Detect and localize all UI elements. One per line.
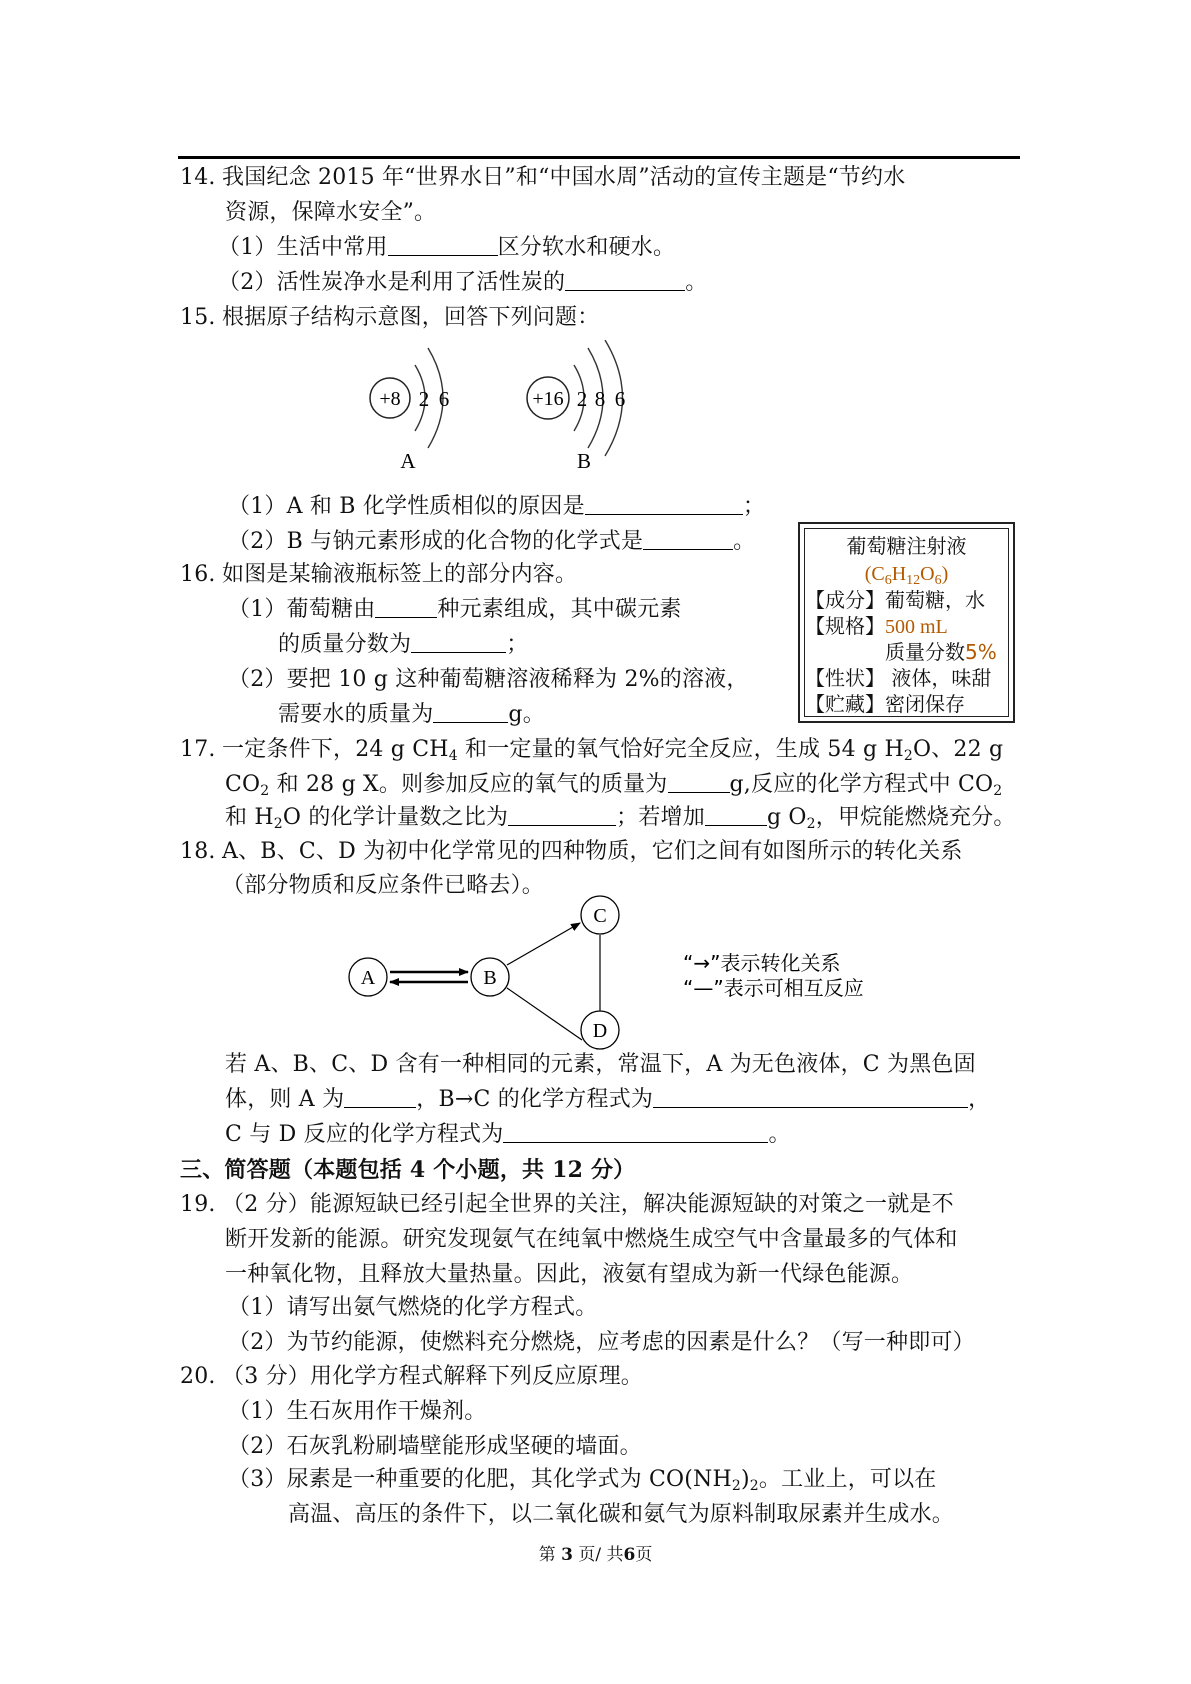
label-row-properties (805, 665, 991, 691)
q17-text: CO (225, 772, 261, 797)
q16-sub1 (228, 593, 682, 627)
subscript: 2 (903, 748, 913, 764)
label-value-percent: 5% (965, 640, 997, 664)
q19-line3: 一种氧化物，且释放大量热量。因此，液氨有望成为新一代绿色能源。 (225, 1262, 914, 1287)
label-inner-border (804, 528, 1009, 717)
q14-stem-line2: 资源，保障水安全”。 (225, 200, 437, 225)
q16-sub1-text: （1）葡萄糖由 (228, 597, 376, 622)
formula-part: ) (941, 563, 949, 585)
q20-sub2: （2）石灰乳粉刷墙壁能形成坚硬的墙面。 (228, 1434, 642, 1459)
node-b-label: B (483, 967, 497, 989)
q14-sub2-text: （2）活性炭净水是利用了活性炭的 (218, 270, 566, 295)
subscript: 2 (806, 816, 816, 832)
answer-blank[interactable] (565, 268, 685, 291)
q14-sub1-text-end: 区分软水和硬水。 (497, 235, 676, 260)
atom-a (370, 348, 449, 473)
atom-b-shell-1-electrons: 2 (576, 387, 588, 411)
formula-part: O (920, 563, 935, 585)
answer-blank[interactable] (705, 803, 767, 826)
formula-sub: 12 (906, 573, 921, 588)
q19-sub2: （2）为节约能源，使燃料充分燃烧，应考虑的因素是什么？（写一种即可） (228, 1330, 975, 1355)
q14-sub2 (218, 266, 707, 300)
atom-a-shell-2-electrons: 6 (438, 387, 450, 411)
atom-b-nucleus-charge: +16 (532, 388, 564, 410)
section-3-title: 三、简答题（本题包括 4 个小题，共 12 分） (180, 1157, 636, 1183)
label-title: 葡萄糖注射液 (846, 534, 967, 558)
label-key: 【规格】 (805, 614, 885, 638)
q17-line1 (222, 733, 1003, 767)
q16-sub1-text-mid: 种元素组成，其中碳元素 (437, 597, 682, 622)
atom-a-nucleus-charge: +8 (379, 388, 401, 410)
label-value: 密闭保存 (885, 692, 965, 716)
q19-number: 19. (180, 1192, 216, 1217)
subscript: 2 (731, 1478, 741, 1494)
q16-sub2-text-end: g。 (508, 702, 545, 727)
label-row-concentration (885, 639, 997, 665)
q19-sub1: （1）请写出氨气燃烧的化学方程式。 (228, 1295, 598, 1320)
footer-text: 第 (538, 1545, 562, 1565)
q18-line2: （部分物质和反应条件已略去）。 (222, 873, 545, 898)
answer-blank[interactable] (411, 630, 506, 653)
conversion-relationship-diagram (340, 880, 940, 1070)
q20-sub3-line2: 高温、高压的条件下，以二氧化碳和氨气为原料制取尿素并生成水。 (288, 1502, 955, 1527)
q17-text: ；若增加 (616, 805, 705, 830)
subscript: 2 (993, 783, 1003, 799)
formula-sub: 6 (934, 573, 942, 588)
q18-text: 。 (768, 1122, 791, 1147)
q17-text: g O (766, 805, 807, 830)
label-value: 质量分数 (885, 640, 965, 664)
q18-text: ，B→C 的化学方程式为 (416, 1087, 654, 1112)
page-footer (0, 1540, 1191, 1565)
q20-text: 。工业上，可以在 (758, 1467, 937, 1492)
formula-part: H (891, 563, 907, 585)
atom-structure-diagrams (360, 340, 660, 480)
subscript: 2 (273, 816, 283, 832)
answer-blank[interactable] (503, 1120, 768, 1143)
q20-sub1: （1）生石灰用作干燥剂。 (228, 1399, 487, 1424)
q16-sub2: （2）要把 10 g 这种葡萄糖溶液稀释为 2%的溶液， (228, 667, 749, 692)
q17-text: 和一定量的氧气恰好完全反应，生成 54 g H (457, 737, 904, 762)
q20-text: （3）尿素是一种重要的化肥，其化学式为 CO(NH (228, 1467, 732, 1492)
answer-blank[interactable] (508, 803, 616, 826)
label-value: 液体，味甜 (885, 666, 992, 690)
node-a-label: A (360, 967, 376, 989)
subscript: 2 (260, 783, 270, 799)
q18-text1: 若 A、B、C、D 含有一种相同的元素，常温下，A 为无色液体，C 为黑色固 (225, 1052, 976, 1077)
q15-number: 15. (180, 305, 216, 330)
q18-text: 体，则 A 为 (225, 1087, 345, 1112)
answer-blank[interactable] (375, 595, 437, 618)
label-key: 【贮藏】 (805, 692, 885, 716)
legend-line: “—”表示可相互反应 (683, 976, 864, 1000)
q18-number: 18. (180, 839, 216, 864)
q15-sub2-text-end: 。 (733, 529, 756, 554)
q17-text: 一定条件下，24 g CH (222, 737, 449, 762)
q15-sub2 (228, 525, 755, 559)
q19-line2: 断开发新的能源。研究发现氨气在纯氧中燃烧生成空气中含量最多的气体和 (225, 1227, 958, 1252)
header-rule (178, 156, 1020, 159)
footer-text: 页/ 共 (572, 1545, 624, 1565)
q15-stem: 根据原子结构示意图，回答下列问题： (222, 305, 600, 330)
answer-blank[interactable] (643, 527, 733, 550)
answer-blank[interactable] (653, 1085, 968, 1108)
label-row-spec (805, 613, 948, 640)
q18-text: ， (968, 1087, 991, 1112)
answer-blank[interactable] (668, 770, 730, 793)
q16-sub2-text: 需要水的质量为 (278, 702, 434, 727)
footer-text: 页 (635, 1545, 653, 1565)
subscript: 2 (749, 1478, 759, 1494)
label-key: 【成分】 (805, 588, 885, 612)
q14-sub2-text-end: 。 (685, 270, 708, 295)
q20-sub3 (228, 1463, 937, 1497)
q17-text: O、22 g (912, 737, 1004, 762)
q14-stem-line1: 我国纪念 2015 年“世界水日”和“中国水周”活动的宣传主题是“节约水 (222, 165, 906, 190)
label-row-ingredients (805, 587, 985, 613)
q16-sub2-line2 (278, 698, 545, 732)
q20-text: ) (741, 1467, 750, 1492)
q18-text2 (225, 1083, 990, 1117)
q16-sub1-text-end: ； (506, 632, 529, 657)
q18-text3 (225, 1118, 791, 1152)
q15-sub1 (228, 490, 765, 524)
total-page-count: 6 (623, 1545, 636, 1565)
q17-text: ，甲烷能燃烧充分。 (815, 805, 1016, 830)
q14-sub1-text: （1）生活中常用 (218, 235, 388, 260)
q15-sub1-text: （1）A 和 B 化学性质相似的原因是 (228, 494, 585, 519)
atom-b-shell-2-electrons: 8 (594, 387, 606, 411)
q17-text: 和 H (225, 805, 274, 830)
q17-text: 和 28 g X。则参加反应的氧气的质量为 (269, 772, 668, 797)
formula-sub: 6 (884, 573, 892, 588)
atom-a-shell-1-electrons: 2 (418, 387, 430, 411)
answer-blank[interactable] (388, 233, 498, 256)
formula-part: (C (864, 563, 885, 585)
label-formula (805, 561, 1008, 587)
arrow-b-to-c (507, 923, 580, 965)
glucose-infusion-label (798, 522, 1015, 723)
q16-number: 16. (180, 562, 216, 587)
label-key: 【性状】 (805, 666, 885, 690)
answer-blank[interactable] (585, 492, 743, 515)
q18-text: C 与 D 反应的化学方程式为 (225, 1122, 504, 1147)
atom-b-shell-3-electrons: 6 (614, 387, 626, 411)
legend-arrow: “→”表示转化关系 (683, 951, 841, 975)
label-value: 葡萄糖，水 (885, 588, 985, 612)
q17-text: g,反应的化学方程式中 CO (729, 772, 994, 797)
q14-number: 14. (180, 165, 216, 190)
q14-sub1 (218, 231, 675, 265)
line-b-d (507, 988, 582, 1040)
q17-line3 (225, 801, 1016, 835)
label-row-storage (805, 691, 965, 717)
q18-line1: A、B、C、D 为初中化学常见的四种物质，它们之间有如图所示的转化关系 (222, 839, 963, 864)
q17-line2 (225, 768, 1002, 802)
node-c-label: C (593, 905, 607, 927)
answer-blank[interactable] (344, 1085, 416, 1108)
atom-a-label: A (400, 449, 416, 473)
atom-b-label: B (576, 449, 592, 473)
q16-sub1-text-2: 的质量分数为 (278, 632, 412, 657)
q20-number: 20. (180, 1364, 216, 1389)
q15-sub2-text: （2）B 与钠元素形成的化合物的化学式是 (228, 529, 644, 554)
atom-b (527, 340, 625, 473)
q17-number: 17. (180, 737, 216, 762)
q15-sub1-text-end: ； (742, 494, 766, 519)
answer-blank[interactable] (433, 700, 508, 723)
current-page-number: 3 (561, 1545, 573, 1565)
q16-sub1-line2 (278, 628, 528, 662)
q20-line1: （3 分）用化学方程式解释下列反应原理。 (222, 1364, 643, 1389)
q16-stem: 如图是某输液瓶标签上的部分内容。 (222, 562, 578, 587)
q17-text: O 的化学计量数之比为 (282, 805, 509, 830)
subscript: 4 (448, 748, 458, 764)
q19-line1: （2 分）能源短缺已经引起全世界的关注，解决能源短缺的对策之一就是不 (222, 1192, 954, 1217)
node-d-label: D (592, 1020, 608, 1042)
label-value: 500 mL (885, 616, 948, 638)
